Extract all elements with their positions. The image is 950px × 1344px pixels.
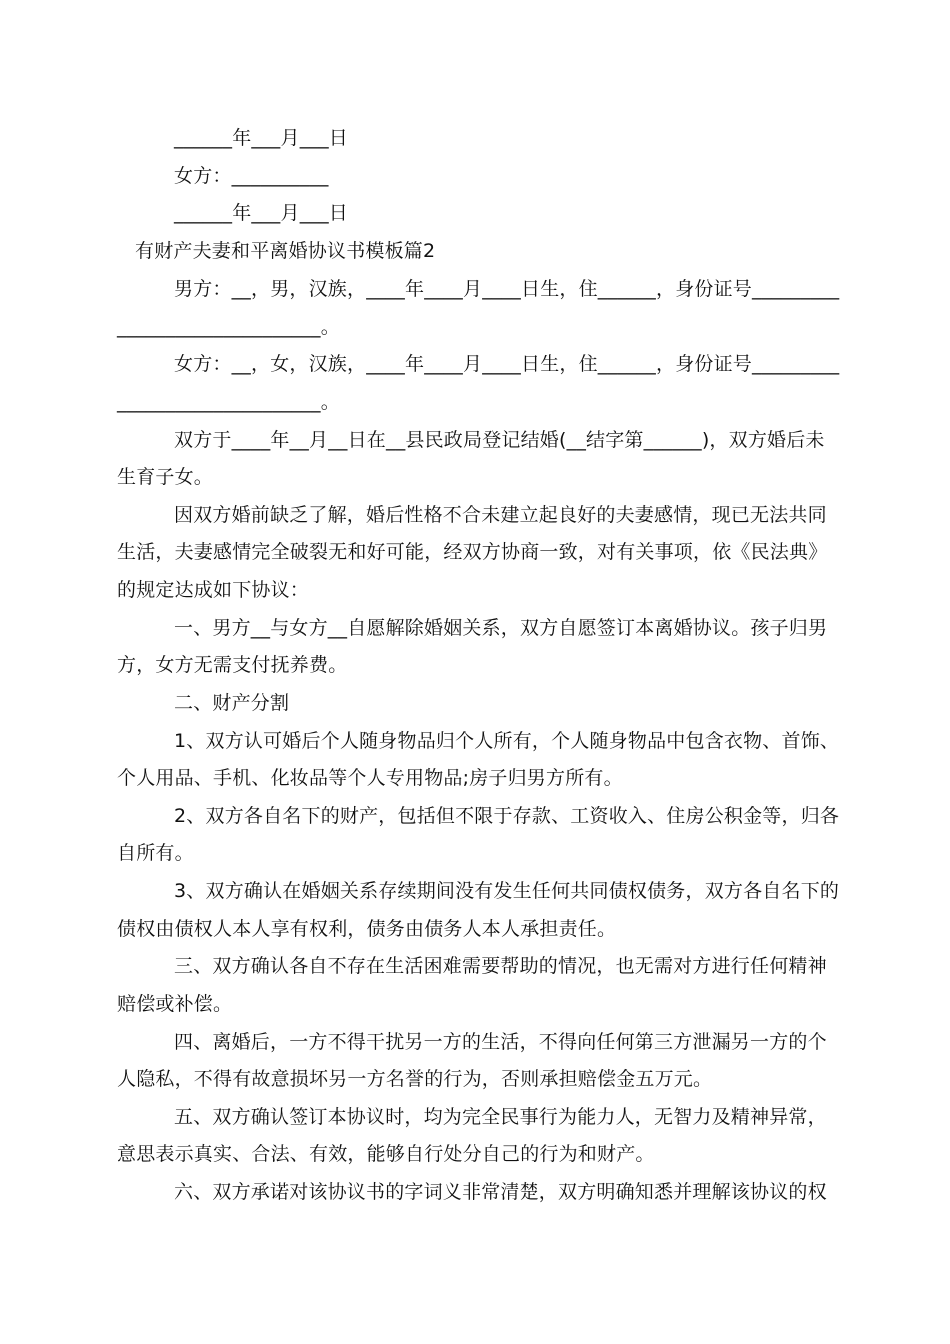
clause-four-continued: 人隐私，不得有故意损坏另一方名誉的行为，否则承担赔偿金五万元。 [117, 1068, 713, 1090]
paragraph-line: 的规定达成如下协议： [117, 579, 310, 601]
clause-six: 六、双方承诺对该协议书的字词义非常清楚，双方明确知悉并理解该协议的权 [174, 1181, 827, 1203]
clause-five-continued: 意思表示真实、合法、有效，能够自行处分自己的行为和财产。 [117, 1143, 655, 1165]
clause-one-continued: 方，女方无需支付抚养费。 [117, 654, 348, 676]
clause-one: 一、男方__与女方__自愿解除婚姻关系，双方自愿签订本离婚协议。孩子归男 [174, 617, 828, 639]
female-signature-line: 女方：__________ [174, 165, 329, 187]
clause-four: 四、离婚后，一方不得干扰另一方的生活，不得向任何第三方泄漏另一方的个 [174, 1031, 827, 1053]
section-title: 有财产夫妻和平离婚协议书模板篇2 [135, 240, 436, 262]
female-party-info: 女方：__，女，汉族，____年____月____日生，住______，身份证号_________ [174, 353, 840, 375]
paragraph-line: 双方于____年__月__日在__县民政局登记结婚(__结字第______)，双方婚后未 [174, 429, 825, 451]
male-party-info: 男方：__，男，汉族，____年____月____日生，住______，身份证号_________ [174, 278, 840, 300]
subclause-3-continued: 债权由债权人本人享有权利，债务由债务人本人承担责任。 [117, 918, 617, 940]
male-party-info-continued: _____________________。 [117, 316, 340, 338]
clause-two-heading: 二、财产分割 [174, 692, 290, 714]
clause-three-continued: 赔偿或补偿。 [117, 993, 233, 1015]
date-line: ______年___月___日 [174, 127, 349, 149]
paragraph-line: 生活，夫妻感情完全破裂无和好可能，经双方协商一致，对有关事项，依《民法典》 [117, 541, 828, 563]
paragraph-line: 生育子女。 [117, 466, 214, 488]
date-line: ______年___月___日 [174, 202, 349, 224]
female-party-info-continued: _____________________。 [117, 391, 340, 413]
subclause-1: 1、双方认可婚后个人随身物品归个人所有，个人随身物品中包含衣物、首饰、 [174, 730, 840, 752]
subclause-3: 3、双方确认在婚姻关系存续期间没有发生任何共同债权债务，双方各自名下的 [174, 880, 840, 902]
clause-three: 三、双方确认各自不存在生活困难需要帮助的情况，也无需对方进行任何精神 [174, 955, 827, 977]
subclause-2-continued: 自所有。 [117, 842, 194, 864]
clause-five: 五、双方确认签订本协议时，均为完全民事行为能力人，无智力及精神异常， [174, 1106, 827, 1128]
subclause-2: 2、双方各自名下的财产，包括但不限于存款、工资收入、住房公积金等，归各 [174, 805, 840, 827]
subclause-1-continued: 个人用品、手机、化妆品等个人专用物品;房子归男方所有。 [117, 767, 623, 789]
paragraph-line: 因双方婚前缺乏了解，婚后性格不合未建立起良好的夫妻感情，现已无法共同 [174, 504, 827, 526]
